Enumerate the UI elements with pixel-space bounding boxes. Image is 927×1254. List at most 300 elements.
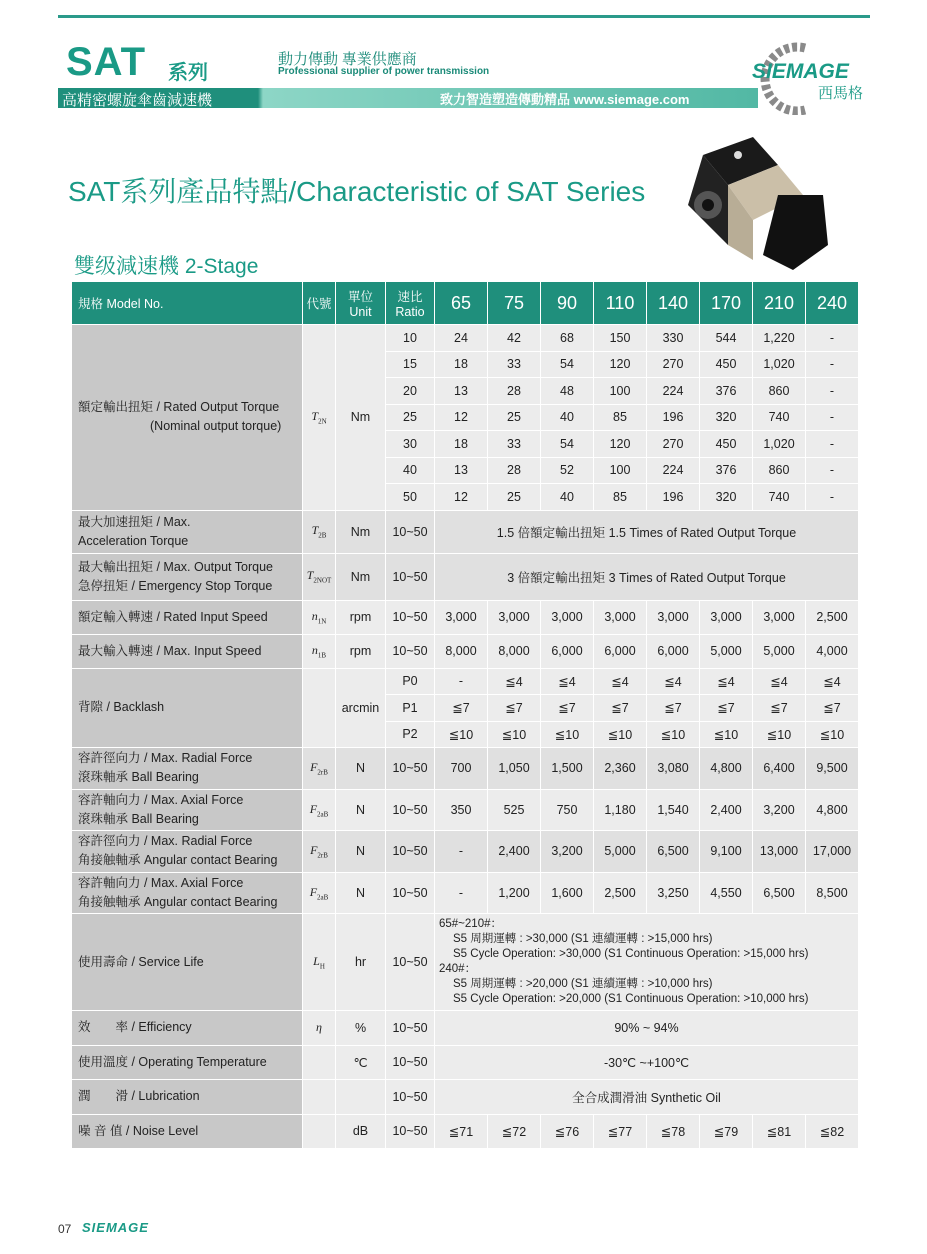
ratio-cell: 10~50 <box>386 748 435 790</box>
value-cell: ≦7 <box>435 695 488 722</box>
value-cell: 740 <box>753 484 806 511</box>
unit-cell: hr <box>336 914 386 1011</box>
value-cell: 544 <box>700 325 753 352</box>
table-row <box>72 634 859 668</box>
ratio-cell: 10~50 <box>386 872 435 914</box>
unit-cell: Nm <box>336 510 386 553</box>
symbol-sub: 2aB <box>317 809 329 818</box>
top-rule <box>58 15 870 18</box>
span-value-cell: 90% ~ 94% <box>435 1011 859 1046</box>
service-life-cell <box>435 914 859 1011</box>
value-cell: 3,000 <box>700 600 753 634</box>
value-cell: 5,000 <box>700 634 753 668</box>
value-cell: 6,000 <box>541 634 594 668</box>
value-cell: ≦78 <box>647 1114 700 1148</box>
symbol-cell <box>303 668 336 748</box>
unit-cell: Nm <box>336 553 386 600</box>
value-cell: 48 <box>541 378 594 405</box>
value-cell: ≦10 <box>594 721 647 748</box>
unit-cell: N <box>336 872 386 914</box>
ratio-cell: 20 <box>386 378 435 405</box>
service-life-line: 65#~210#： <box>439 918 502 930</box>
value-cell: 2,400 <box>488 831 541 873</box>
value-cell: 224 <box>647 378 700 405</box>
table-row <box>72 510 859 553</box>
symbol-cell <box>303 1080 336 1115</box>
value-cell: - <box>806 378 859 405</box>
value-cell: ≦7 <box>647 695 700 722</box>
table-row <box>72 831 859 873</box>
value-cell: 2,400 <box>700 789 753 831</box>
param-label <box>72 831 303 873</box>
unit-cell: arcmin <box>336 668 386 748</box>
symbol-cell <box>303 1045 336 1080</box>
ratio-cell: 10~50 <box>386 1080 435 1115</box>
service-life-line: S5 周期運轉 : >20,000 (S1 連續運轉 : >10,000 hrs) <box>453 978 713 990</box>
param-label-main: 額定輸出扭矩 / Rated Output Torque <box>78 400 280 415</box>
ratio-cell: 50 <box>386 484 435 511</box>
symbol-cell <box>303 914 336 1011</box>
value-cell: 4,550 <box>700 872 753 914</box>
ratio-cell: 10~50 <box>386 634 435 668</box>
ratio-cell: 10~50 <box>386 553 435 600</box>
value-cell: 4,800 <box>700 748 753 790</box>
value-cell: 8,000 <box>488 634 541 668</box>
header-size: 170 <box>700 282 753 325</box>
header-size: 140 <box>647 282 700 325</box>
param-label <box>72 1080 303 1115</box>
symbol-cell <box>303 553 336 600</box>
value-cell: ≦4 <box>541 668 594 695</box>
service-life-line: 240#： <box>439 963 477 975</box>
spec-table <box>71 281 859 1149</box>
value-cell: 8,000 <box>435 634 488 668</box>
gearbox-product-image <box>683 135 833 275</box>
param-label-sub: Acceleration Torque <box>78 533 189 548</box>
value-cell: 1,050 <box>488 748 541 790</box>
value-cell: 270 <box>647 431 700 458</box>
span-value-cell: -30℃ ~+100℃ <box>435 1045 859 1080</box>
value-cell: ≦10 <box>647 721 700 748</box>
param-label-main: 額定輸入轉速 / Rated Input Speed <box>78 609 268 624</box>
symbol: n <box>311 642 318 657</box>
value-cell: 740 <box>753 404 806 431</box>
param-label <box>72 668 303 748</box>
param-label <box>72 1011 303 1046</box>
value-cell: ≦10 <box>753 721 806 748</box>
param-label <box>72 325 303 511</box>
value-cell: 860 <box>753 457 806 484</box>
param-label-main: 最大輸入轉速 / Max. Input Speed <box>78 643 262 658</box>
band-right-text: 致力智造塑造傳動精品 www.siemage.com <box>440 92 690 107</box>
value-cell: 85 <box>594 404 647 431</box>
value-cell: 3,080 <box>647 748 700 790</box>
unit-cell: % <box>336 1011 386 1046</box>
table-row <box>72 553 859 600</box>
footer-logo: SIEMAGE <box>82 1220 149 1235</box>
value-cell: 1,540 <box>647 789 700 831</box>
symbol-sub: 1N <box>317 617 327 626</box>
param-label <box>72 1045 303 1080</box>
value-cell: 1,600 <box>541 872 594 914</box>
value-cell: ≦7 <box>594 695 647 722</box>
header-size: 90 <box>541 282 594 325</box>
page-number: 07 <box>58 1222 72 1236</box>
symbol-cell <box>303 634 336 668</box>
value-cell: ≦7 <box>488 695 541 722</box>
value-cell: ≦4 <box>594 668 647 695</box>
symbol-sub: 2NOT <box>313 576 332 585</box>
ratio-cell: 10~50 <box>386 510 435 553</box>
ratio-cell: 10~50 <box>386 1045 435 1080</box>
param-label-main: 容許軸向力 / Max. Axial Force <box>78 875 244 890</box>
param-label-main: 潤 滑 / Lubrication <box>78 1089 200 1104</box>
value-cell: 320 <box>700 484 753 511</box>
symbol-sub: 1B <box>317 651 327 660</box>
header-model: 規格 Model No. <box>72 282 303 325</box>
value-cell: ≦71 <box>435 1114 488 1148</box>
value-cell: ≦10 <box>435 721 488 748</box>
value-cell: 3,000 <box>541 600 594 634</box>
value-cell: ≦77 <box>594 1114 647 1148</box>
value-cell: ≦10 <box>806 721 859 748</box>
value-cell: 1,500 <box>541 748 594 790</box>
value-cell: 6,000 <box>594 634 647 668</box>
value-cell: 54 <box>541 351 594 378</box>
stage-heading: 雙级減速機 2-Stage <box>74 255 259 278</box>
param-label-sub: 滾珠軸承 Ball Bearing <box>78 811 199 826</box>
value-cell: 320 <box>700 404 753 431</box>
value-cell: 3,250 <box>647 872 700 914</box>
param-label <box>72 553 303 600</box>
param-label-main: 效 率 / Efficiency <box>78 1020 192 1035</box>
param-label-main: 使用壽命 / Service Life <box>78 954 204 969</box>
symbol-cell <box>303 1114 336 1148</box>
table-row <box>72 1011 859 1046</box>
value-cell: 700 <box>435 748 488 790</box>
value-cell: 1,200 <box>488 872 541 914</box>
value-cell: - <box>435 831 488 873</box>
value-cell: 6,000 <box>647 634 700 668</box>
symbol-sub: 2rB <box>317 851 328 860</box>
value-cell: - <box>806 351 859 378</box>
symbol-cell <box>303 831 336 873</box>
value-cell: 120 <box>594 351 647 378</box>
slogan-en: Professional supplier of power transmission <box>278 66 490 77</box>
value-cell: ≦10 <box>700 721 753 748</box>
value-cell: 4,000 <box>806 634 859 668</box>
symbol-cell <box>303 600 336 634</box>
value-cell: 28 <box>488 457 541 484</box>
value-cell: 18 <box>435 351 488 378</box>
ratio-cell: 15 <box>386 351 435 378</box>
table-row <box>72 1080 859 1115</box>
value-cell: 330 <box>647 325 700 352</box>
ratio-cell: P1 <box>386 695 435 722</box>
logo-cn: 西馬格 <box>818 86 864 102</box>
value-cell: 68 <box>541 325 594 352</box>
service-life-line: S5 周期運轉 : >30,000 (S1 連續運轉 : >15,000 hrs) <box>453 933 713 945</box>
value-cell: ≦81 <box>753 1114 806 1148</box>
value-cell: 525 <box>488 789 541 831</box>
table-row <box>72 1114 859 1148</box>
param-label <box>72 914 303 1011</box>
table-row <box>72 914 859 1011</box>
ratio-cell: 10 <box>386 325 435 352</box>
value-cell: 42 <box>488 325 541 352</box>
symbol-sub: H <box>319 962 325 971</box>
symbol-cell <box>303 748 336 790</box>
param-label <box>72 600 303 634</box>
value-cell: 3,000 <box>753 600 806 634</box>
value-cell: 9,100 <box>700 831 753 873</box>
value-cell: 40 <box>541 484 594 511</box>
value-cell: 270 <box>647 351 700 378</box>
symbol: F <box>309 884 318 899</box>
header-size: 75 <box>488 282 541 325</box>
value-cell: 1,020 <box>753 351 806 378</box>
param-label-main: 容許徑向力 / Max. Radial Force <box>78 834 253 849</box>
value-cell: 33 <box>488 431 541 458</box>
unit-cell: ℃ <box>336 1045 386 1080</box>
symbol-sub: 2N <box>318 417 327 426</box>
header-row <box>72 282 859 325</box>
value-cell: 24 <box>435 325 488 352</box>
value-cell: ≦7 <box>700 695 753 722</box>
unit-cell: dB <box>336 1114 386 1148</box>
value-cell: 3,000 <box>488 600 541 634</box>
header-size: 240 <box>806 282 859 325</box>
value-cell: 450 <box>700 351 753 378</box>
unit-cell <box>336 1080 386 1115</box>
value-cell: 33 <box>488 351 541 378</box>
symbol-sub: 2aB <box>317 892 329 901</box>
value-cell: - <box>806 484 859 511</box>
series-brand: SAT <box>66 40 147 84</box>
unit-cell: Nm <box>336 325 386 511</box>
value-cell: 3,200 <box>753 789 806 831</box>
symbol-sub: 2rB <box>317 768 328 777</box>
value-cell: ≦4 <box>647 668 700 695</box>
symbol: F <box>309 801 318 816</box>
param-label-main: 噪 音 值 / Noise Level <box>78 1123 199 1138</box>
table-row <box>72 789 859 831</box>
param-label <box>72 1114 303 1148</box>
ratio-cell: 10~50 <box>386 789 435 831</box>
table-row <box>72 325 859 352</box>
value-cell: ≦4 <box>488 668 541 695</box>
param-label-sub: 急停扭矩 / Emergency Stop Torque <box>78 578 273 593</box>
param-label-main: 背隙 / Backlash <box>78 700 165 715</box>
value-cell: 1,020 <box>753 431 806 458</box>
param-label <box>72 789 303 831</box>
unit-cell: rpm <box>336 634 386 668</box>
value-cell: ≦4 <box>753 668 806 695</box>
header-size: 210 <box>753 282 806 325</box>
symbol: n <box>311 608 318 623</box>
service-life-line: S5 Cycle Operation: >30,000 (S1 Continuous Operation: >15,000 hrs) <box>453 948 809 960</box>
value-cell: 40 <box>541 404 594 431</box>
ratio-cell: 30 <box>386 431 435 458</box>
param-label-sub: 角接触軸承 Angular contact Bearing <box>78 853 278 868</box>
value-cell: 8,500 <box>806 872 859 914</box>
symbol-cell <box>303 872 336 914</box>
ratio-cell: 10~50 <box>386 1114 435 1148</box>
value-cell: ≦10 <box>488 721 541 748</box>
value-cell: 224 <box>647 457 700 484</box>
header-size: 65 <box>435 282 488 325</box>
span-value-cell: 3 倍額定輸出扭矩 3 Times of Rated Output Torque <box>435 553 859 600</box>
value-cell: 3,000 <box>594 600 647 634</box>
value-cell: 85 <box>594 484 647 511</box>
param-label-main: 使用溫度 / Operating Temperature <box>78 1054 267 1069</box>
param-label <box>72 872 303 914</box>
page-title: SAT系列產品特點/Characteristic of SAT Series <box>68 176 646 207</box>
value-cell: 3,000 <box>435 600 488 634</box>
symbol-sub: 2B <box>318 531 327 540</box>
value-cell: ≦4 <box>700 668 753 695</box>
value-cell: 750 <box>541 789 594 831</box>
symbol: T <box>311 409 319 424</box>
value-cell: 3,000 <box>647 600 700 634</box>
table-row <box>72 600 859 634</box>
span-value-cell: 全合成潤滑油 Synthetic Oil <box>435 1080 859 1115</box>
value-cell: 376 <box>700 378 753 405</box>
value-cell: 12 <box>435 484 488 511</box>
param-label-sub: 滾珠軸承 Ball Bearing <box>78 770 199 785</box>
value-cell: 2,500 <box>806 600 859 634</box>
ratio-cell: P0 <box>386 668 435 695</box>
ratio-cell: 10~50 <box>386 831 435 873</box>
value-cell: 3,200 <box>541 831 594 873</box>
value-cell: 13 <box>435 457 488 484</box>
table-row <box>72 748 859 790</box>
symbol-cell <box>303 510 336 553</box>
value-cell: ≦7 <box>806 695 859 722</box>
value-cell: 120 <box>594 431 647 458</box>
symbol-cell <box>303 789 336 831</box>
param-label <box>72 634 303 668</box>
value-cell: ≦7 <box>541 695 594 722</box>
symbol-cell <box>303 325 336 511</box>
value-cell: ≦72 <box>488 1114 541 1148</box>
value-cell: 1,180 <box>594 789 647 831</box>
logo-text: SIEMAGE <box>752 60 849 83</box>
value-cell: 17,000 <box>806 831 859 873</box>
value-cell: 860 <box>753 378 806 405</box>
symbol: T <box>306 568 314 583</box>
value-cell: 2,360 <box>594 748 647 790</box>
symbol: L <box>313 953 320 968</box>
value-cell: 13,000 <box>753 831 806 873</box>
unit-cell: N <box>336 789 386 831</box>
symbol-cell: η <box>303 1011 336 1046</box>
service-life-line: S5 Cycle Operation: >20,000 (S1 Continuous Operation: >10,000 hrs) <box>453 993 809 1005</box>
param-label-main: 最大輸出扭矩 / Max. Output Torque <box>78 559 273 574</box>
value-cell: - <box>806 431 859 458</box>
param-label-sub: 角接触軸承 Angular contact Bearing <box>78 894 278 909</box>
value-cell: 5,000 <box>753 634 806 668</box>
value-cell: - <box>806 325 859 352</box>
value-cell: ≦79 <box>700 1114 753 1148</box>
value-cell: ≦82 <box>806 1114 859 1148</box>
value-cell: 54 <box>541 431 594 458</box>
value-cell: 25 <box>488 404 541 431</box>
value-cell: - <box>806 404 859 431</box>
value-cell: 450 <box>700 431 753 458</box>
value-cell: 5,000 <box>594 831 647 873</box>
value-cell: ≦7 <box>753 695 806 722</box>
value-cell: 376 <box>700 457 753 484</box>
value-cell: 150 <box>594 325 647 352</box>
value-cell: 18 <box>435 431 488 458</box>
value-cell: 52 <box>541 457 594 484</box>
value-cell: 25 <box>488 484 541 511</box>
table-row <box>72 1045 859 1080</box>
value-cell: 1,220 <box>753 325 806 352</box>
value-cell: 350 <box>435 789 488 831</box>
value-cell: 6,500 <box>753 872 806 914</box>
header-size: 110 <box>594 282 647 325</box>
slogan-cn: 動力傳動 專業供應商 <box>278 52 417 68</box>
ratio-cell: 40 <box>386 457 435 484</box>
value-cell: 100 <box>594 457 647 484</box>
unit-cell: rpm <box>336 600 386 634</box>
header-code: 代號 <box>303 282 336 325</box>
value-cell: - <box>435 872 488 914</box>
value-cell: ≦4 <box>806 668 859 695</box>
header-unit: 單位 Unit <box>336 282 386 325</box>
span-value-cell: 1.5 倍額定輸出扭矩 1.5 Times of Rated Output Torque <box>435 510 859 553</box>
value-cell: ≦10 <box>541 721 594 748</box>
value-cell: 13 <box>435 378 488 405</box>
value-cell: - <box>806 457 859 484</box>
value-cell: 100 <box>594 378 647 405</box>
table-row <box>72 668 859 695</box>
value-cell: 28 <box>488 378 541 405</box>
value-cell: 196 <box>647 404 700 431</box>
unit-cell: N <box>336 831 386 873</box>
ratio-cell: 10~50 <box>386 600 435 634</box>
unit-cell: N <box>336 748 386 790</box>
band-left-text: 高精密螺旋傘齒減速機 <box>62 93 213 109</box>
ratio-cell: 10~50 <box>386 1011 435 1046</box>
value-cell: - <box>435 668 488 695</box>
symbol: F <box>310 843 318 858</box>
ratio-cell: 10~50 <box>386 914 435 1011</box>
param-label-main: 容許徑向力 / Max. Radial Force <box>78 751 253 766</box>
param-label-sub: (Nominal output torque) <box>150 419 282 434</box>
series-sub: 系列 <box>168 62 208 84</box>
param-label <box>72 510 303 553</box>
param-label-main: 容許軸向力 / Max. Axial Force <box>78 792 244 807</box>
ratio-cell: P2 <box>386 721 435 748</box>
table-row <box>72 872 859 914</box>
value-cell: 6,500 <box>647 831 700 873</box>
value-cell: 2,500 <box>594 872 647 914</box>
value-cell: 4,800 <box>806 789 859 831</box>
ratio-cell: 25 <box>386 404 435 431</box>
header-ratio: 速比 Ratio <box>386 282 435 325</box>
symbol: T <box>311 523 319 538</box>
value-cell: 6,400 <box>753 748 806 790</box>
param-label-main: 最大加速扭矩 / Max. <box>78 514 191 529</box>
symbol: F <box>310 760 318 775</box>
value-cell: 196 <box>647 484 700 511</box>
value-cell: 9,500 <box>806 748 859 790</box>
value-cell: ≦76 <box>541 1114 594 1148</box>
param-label <box>72 748 303 790</box>
